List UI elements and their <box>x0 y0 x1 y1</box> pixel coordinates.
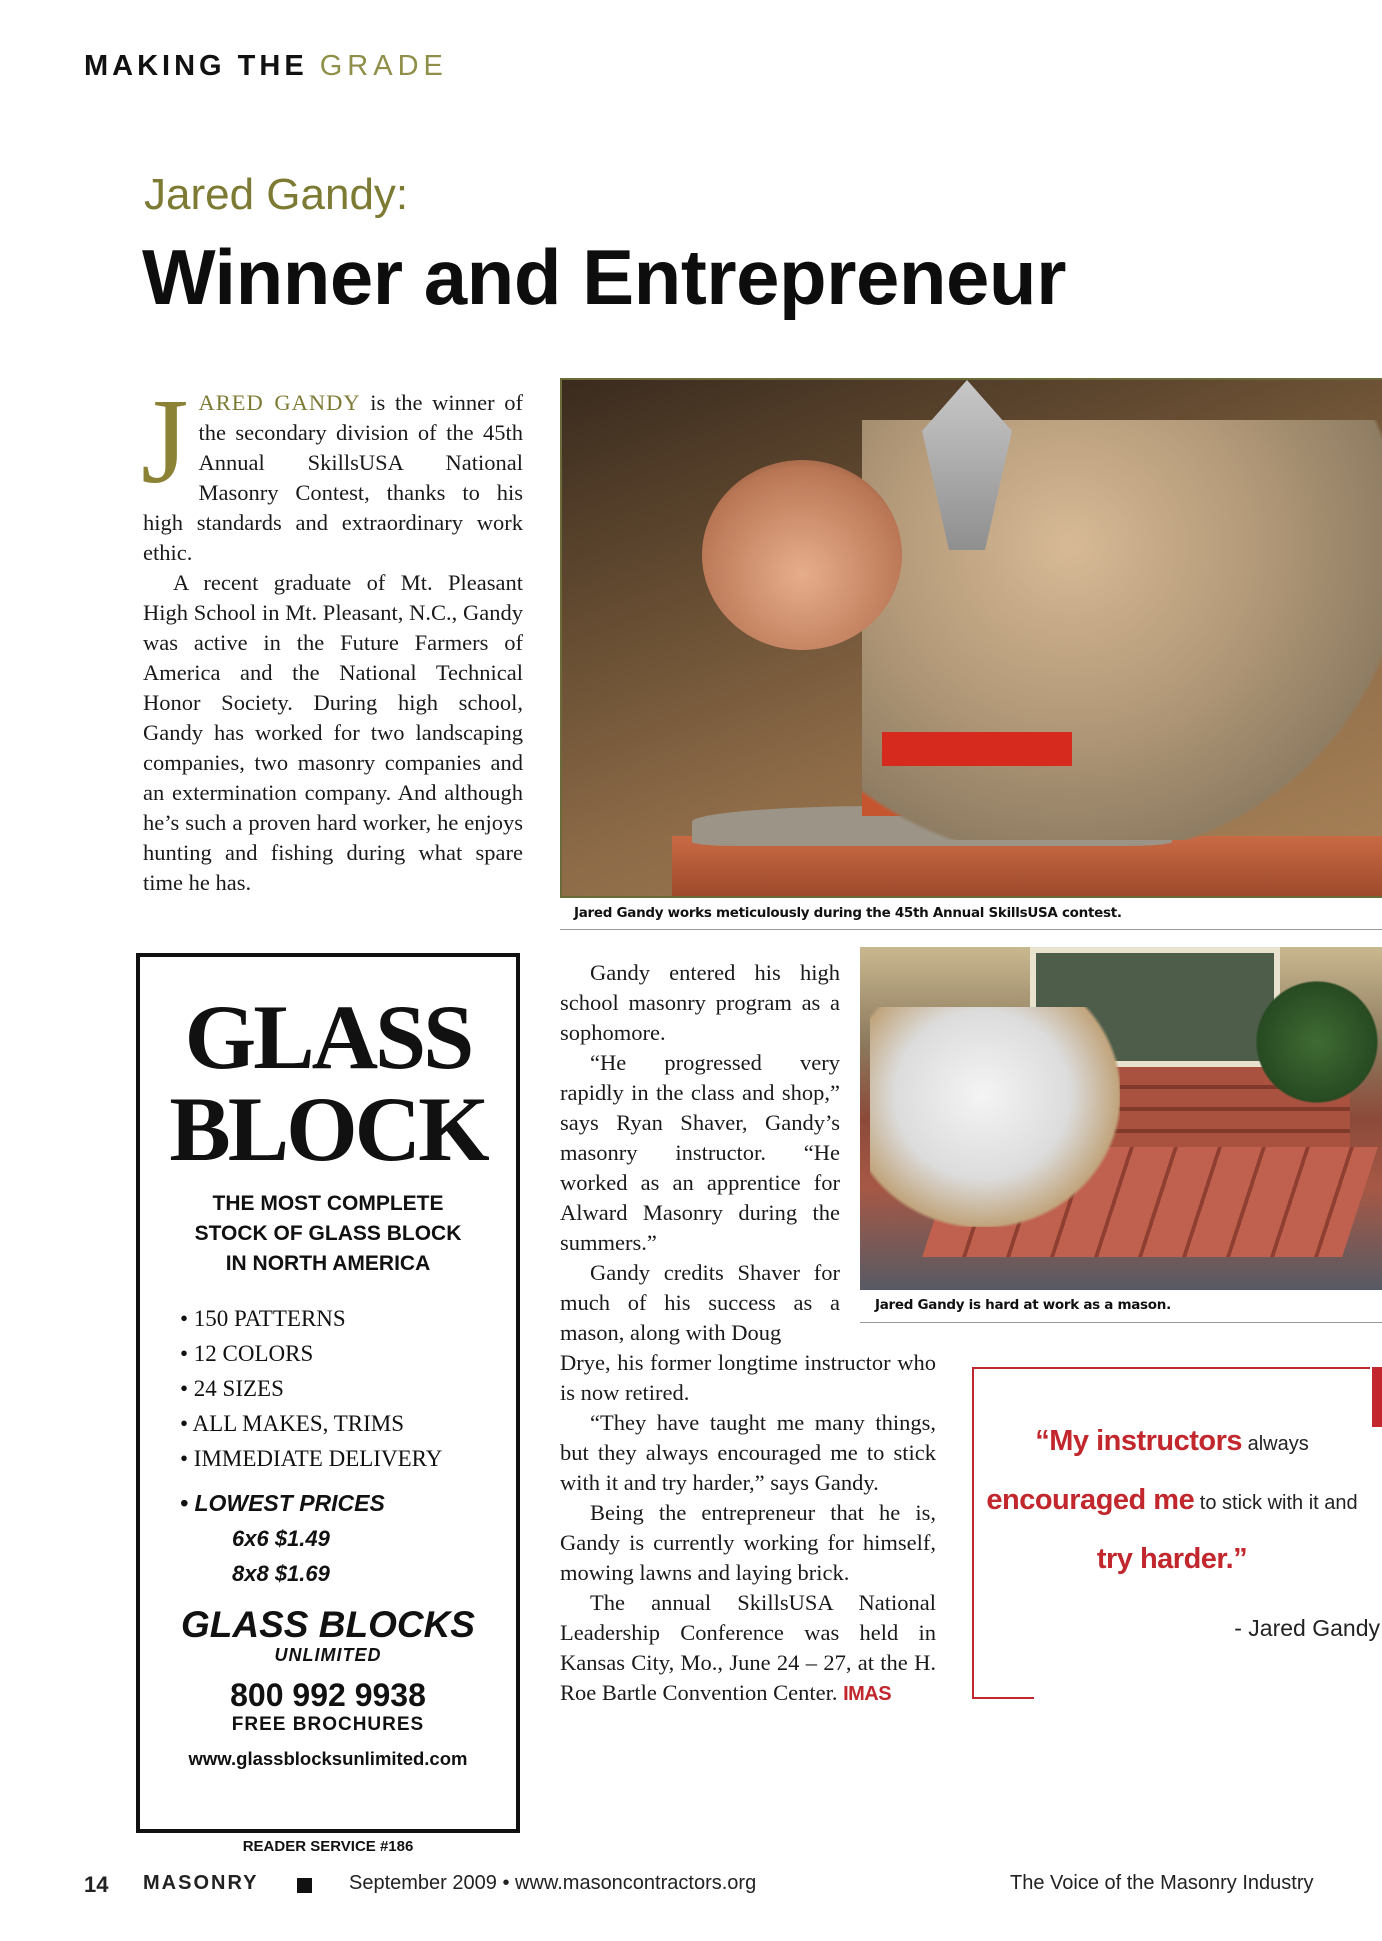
quote-attribution: - Jared Gandy <box>1234 1615 1380 1641</box>
glass-block-ad <box>136 953 520 1833</box>
pull-quote-accent <box>1372 1367 1382 1427</box>
paragraph-1-text: is the winner of the secondary division of the 45th Annual SkillsUSA National Masonry Contest, thanks to his high standards and extraordinary work ethic. <box>143 390 523 565</box>
paragraph-5a: Gandy credits Shaver for much of his success as a mason, along with Doug <box>560 1260 840 1345</box>
drop-cap: J <box>141 374 189 509</box>
paragraph-5b: Drye, his former longtime instructor who is now retired. <box>560 1350 936 1405</box>
issue-date-url: September 2009 • www.masoncontractors.org <box>349 1872 757 1894</box>
quote-text-1: always <box>1242 1433 1309 1455</box>
section-label <box>84 50 448 83</box>
ad-subtitle-3: IN NORTH AMERICA <box>225 1252 431 1275</box>
ad-price-8x8: 8x8 $1.69 <box>232 1561 330 1586</box>
ad-feature: • ALL MAKES, TRIMS <box>180 1411 405 1436</box>
body-column-2-bottom <box>560 1348 936 1709</box>
ad-brand: GLASS BLOCKS <box>181 1604 475 1645</box>
paragraph-4: “He progressed very rapidly in the class and shop,” says Ryan Shaver, Gandy’s masonry instructor. “He worked as an apprentice for Alward Masonry during the summers.” <box>560 1050 840 1255</box>
quote-highlight-3: try harder. <box>1096 1543 1234 1575</box>
ad-feature-list <box>180 1301 516 1476</box>
photo-contest <box>560 378 1382 898</box>
article-kicker: Jared Gandy: <box>144 170 409 219</box>
quote-close-mark: ” <box>1233 1543 1248 1575</box>
ad-title-line-1: GLASS <box>184 986 472 1088</box>
quote-highlight-2: encouraged me <box>986 1484 1195 1516</box>
paragraph-7: Being the entrepreneur that he is, Gandy is currently working for himself, mowing lawns and laying brick. <box>560 1500 936 1585</box>
photo-mason <box>870 1007 1120 1227</box>
section-highlight: GRADE <box>319 50 448 82</box>
ad-website-link[interactable]: www.glassblocksunlimited.com <box>188 1748 468 1769</box>
photo-plant <box>1252 967 1382 1117</box>
ad-lowest-prices: • LOWEST PRICES <box>180 1490 385 1516</box>
pull-quote-tail <box>972 1697 1034 1699</box>
ad-subtitle <box>140 1189 516 1279</box>
magazine-tagline: The Voice of the Masonry Industry <box>1010 1872 1314 1894</box>
paragraph-2: A recent graduate of Mt. Pleasant High School in Mt. Pleasant, N.C., Gandy was active in the Future Farmers of America and the National Technical Honor Society. During high school, Gandy has worked for two landscaping companies, two masonry companies and an extermination company. And although he’s such a proven hard worker, he enjoys hunting and fishing during what spare time he has. <box>143 570 523 895</box>
photo-paving <box>860 947 1382 1290</box>
imas-end-mark: IMAS <box>843 1683 892 1705</box>
photo-head <box>702 460 902 650</box>
section-prefix: MAKING THE <box>84 50 308 82</box>
article-headline: Winner and Entrepreneur <box>142 233 1066 321</box>
quote-open-mark: “ <box>1035 1425 1050 1457</box>
ad-feature: • 24 SIZES <box>180 1376 284 1401</box>
paragraph-8 <box>560 1588 936 1709</box>
photo-level <box>882 732 1072 766</box>
page-number: 14 <box>84 1872 109 1897</box>
pull-quote <box>972 1367 1380 1697</box>
ad-feature: • IMMEDIATE DELIVERY <box>180 1446 443 1471</box>
ad-feature: • 150 PATTERNS <box>180 1306 346 1331</box>
ad-brochures: FREE BROCHURES <box>231 1714 425 1735</box>
ad-brand-sub: UNLIMITED <box>274 1645 382 1665</box>
ad-title <box>140 986 516 1180</box>
caption-rule-1 <box>560 929 1382 930</box>
photo-caption-2: Jared Gandy is hard at work as a mason. <box>875 1297 1171 1313</box>
quote-highlight-1: My instructors <box>1049 1425 1243 1457</box>
paragraph-3: Gandy entered his high school masonry program as a sophomore. <box>560 960 840 1045</box>
footer-square-icon <box>297 1878 312 1893</box>
caption-rule-2 <box>860 1322 1382 1323</box>
magazine-name: MASONRY <box>143 1872 259 1894</box>
paragraph-8-text: The annual SkillsUSA National Leadership Conference was held in Kansas City, Mo., June 24 – 27, at the H. Roe Bartle Convention Center. <box>560 1590 936 1705</box>
body-column-2-top <box>560 958 840 1348</box>
photo-caption-1: Jared Gandy works meticulously during the 45th Annual SkillsUSA contest. <box>574 905 1122 921</box>
ad-title-line-2: BLOCK <box>169 1078 487 1180</box>
body-column-1 <box>141 374 523 898</box>
ad-phone: 800 992 9938 <box>230 1677 426 1713</box>
paragraph-1 <box>141 374 523 568</box>
ad-subtitle-2: STOCK OF GLASS BLOCK <box>194 1222 462 1245</box>
lead-name: ARED GANDY <box>198 390 361 415</box>
ad-subtitle-1: THE MOST COMPLETE <box>212 1192 444 1215</box>
quote-text-2: to stick with it and <box>1194 1492 1358 1514</box>
pull-quote-text <box>974 1369 1370 1590</box>
reader-service: READER SERVICE #186 <box>242 1838 414 1855</box>
paragraph-6: “They have taught me many things, but they always encouraged me to stick with it and try harder,” says Gandy. <box>560 1410 936 1495</box>
ad-price-6x6: 6x6 $1.49 <box>232 1526 330 1551</box>
ad-feature: • 12 COLORS <box>180 1341 314 1366</box>
